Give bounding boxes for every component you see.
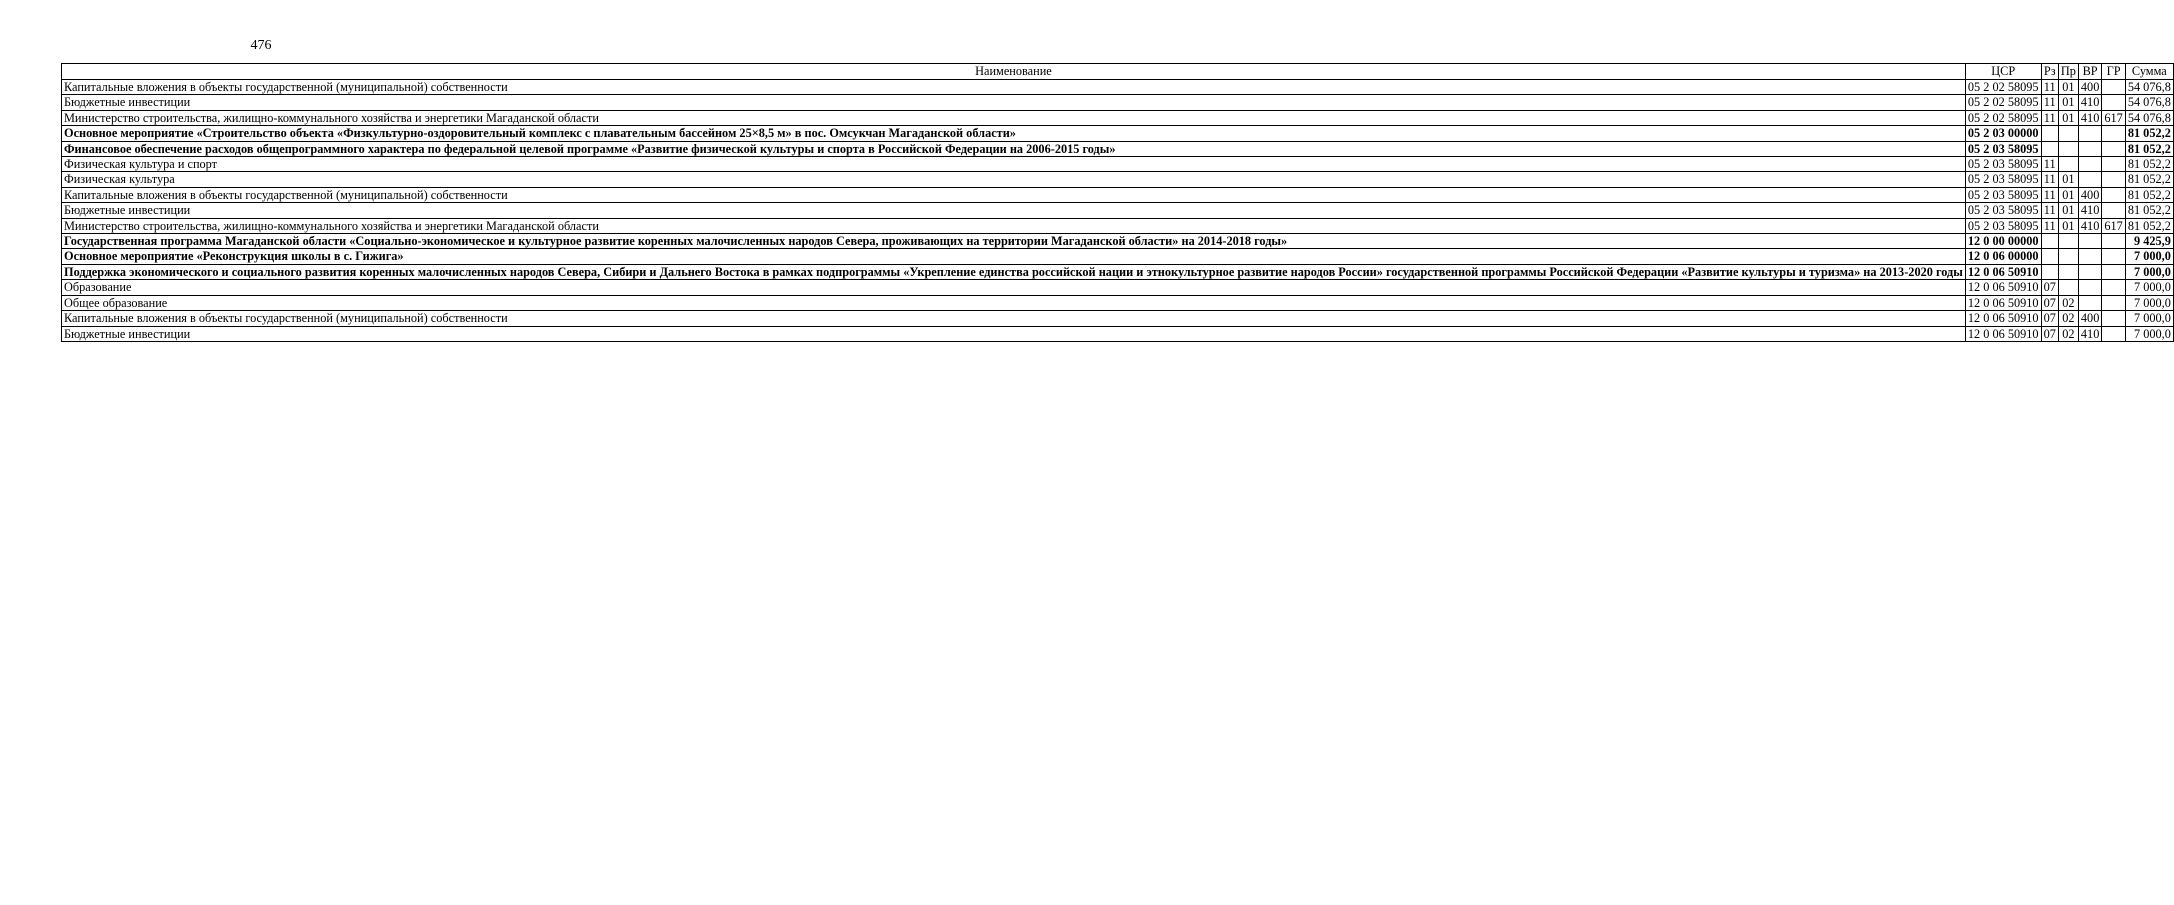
row-csr: 12 0 06 50910	[1965, 311, 2041, 326]
row-name: Капитальные вложения в объекты государственной (муниципальной) собственности	[62, 187, 1966, 202]
table-row	[62, 126, 2174, 141]
row-rz	[2041, 141, 2058, 156]
row-gr: 617	[2102, 218, 2125, 233]
row-gr: 617	[2102, 110, 2125, 125]
row-pr	[2058, 249, 2078, 264]
row-pr	[2058, 264, 2078, 279]
table-row	[62, 187, 2174, 202]
row-pr	[2058, 280, 2078, 295]
row-name: Государственная программа Магаданской области «Социально-экономическое и культурное развитие коренных малочисленных народов Севера, проживающих на территории Магаданской области» на 2014-2018 годы»	[62, 234, 1966, 249]
table-row	[62, 295, 2174, 310]
row-name: Министерство строительства, жилищно-коммунального хозяйства и энергетики Магаданской области	[62, 110, 1966, 125]
row-pr	[2058, 126, 2078, 141]
row-sum: 7 000,0	[2125, 311, 2173, 326]
row-vr	[2078, 126, 2101, 141]
row-vr	[2078, 280, 2101, 295]
row-sum: 7 000,0	[2125, 264, 2173, 279]
row-sum: 81 052,2	[2125, 172, 2173, 187]
row-vr	[2078, 295, 2101, 310]
row-csr: 05 2 02 58095	[1965, 95, 2041, 110]
row-name: Капитальные вложения в объекты государственной (муниципальной) собственности	[62, 311, 1966, 326]
row-name: Основное мероприятие «Реконструкция школы в с. Гижига»	[62, 249, 1966, 264]
row-vr	[2078, 249, 2101, 264]
row-pr: 01	[2058, 95, 2078, 110]
row-gr	[2102, 95, 2125, 110]
row-gr	[2102, 295, 2125, 310]
row-sum: 81 052,2	[2125, 203, 2173, 218]
row-vr	[2078, 234, 2101, 249]
row-pr: 01	[2058, 218, 2078, 233]
row-sum: 81 052,2	[2125, 157, 2173, 172]
table-row	[62, 110, 2174, 125]
table-header-row	[62, 64, 2174, 80]
row-name: Поддержка экономического и социального развития коренных малочисленных народов Севера, Сибири и Дальнего Востока в рамках подпрограммы «Укрепление единства российской нации и этнокультурное развитие народов России» государственной программы Российской Федерации «Развитие культуры и туризма» на 2013-2020 годы	[62, 264, 1966, 279]
row-rz	[2041, 126, 2058, 141]
row-vr: 410	[2078, 203, 2101, 218]
row-csr: 05 2 03 58095	[1965, 172, 2041, 187]
header-sum: Сумма	[2125, 64, 2173, 80]
row-rz: 11	[2041, 172, 2058, 187]
table-row	[62, 203, 2174, 218]
budget-table	[61, 63, 2174, 342]
row-sum: 7 000,0	[2125, 326, 2173, 341]
row-rz: 11	[2041, 187, 2058, 202]
row-pr	[2058, 157, 2078, 172]
table-row	[62, 80, 2174, 95]
row-pr: 01	[2058, 80, 2078, 95]
row-csr: 05 2 02 58095	[1965, 110, 2041, 125]
row-csr: 12 0 00 00000	[1965, 234, 2041, 249]
row-rz: 11	[2041, 157, 2058, 172]
row-gr	[2102, 187, 2125, 202]
row-rz	[2041, 249, 2058, 264]
row-name: Министерство строительства, жилищно-коммунального хозяйства и энергетики Магаданской области	[62, 218, 1966, 233]
row-rz: 07	[2041, 326, 2058, 341]
row-pr: 01	[2058, 203, 2078, 218]
table-row	[62, 218, 2174, 233]
row-pr: 01	[2058, 172, 2078, 187]
row-name: Основное мероприятие «Строительство объекта «Физкультурно-оздоровительный комплекс с плавательным бассейном 25×8,5 м» в пос. Омсукчан Магаданской области»	[62, 126, 1966, 141]
row-name: Капитальные вложения в объекты государственной (муниципальной) собственности	[62, 80, 1966, 95]
row-sum: 7 000,0	[2125, 249, 2173, 264]
table-row	[62, 157, 2174, 172]
header-pr: Пр	[2058, 64, 2078, 80]
row-sum: 7 000,0	[2125, 280, 2173, 295]
row-gr	[2102, 203, 2125, 218]
row-csr: 05 2 03 58095	[1965, 157, 2041, 172]
row-vr	[2078, 141, 2101, 156]
row-rz: 07	[2041, 311, 2058, 326]
row-name: Финансовое обеспечение расходов общепрограммного характера по федеральной целевой программе «Развитие физической культуры и спорта в Российской Федерации на 2006-2015 годы»	[62, 141, 1966, 156]
row-sum: 81 052,2	[2125, 141, 2173, 156]
header-name: Наименование	[62, 64, 1966, 80]
header-vr: ВР	[2078, 64, 2101, 80]
row-csr: 05 2 03 58095	[1965, 187, 2041, 202]
row-pr	[2058, 141, 2078, 156]
row-rz	[2041, 234, 2058, 249]
row-vr: 410	[2078, 218, 2101, 233]
row-vr	[2078, 172, 2101, 187]
row-rz: 11	[2041, 80, 2058, 95]
row-vr: 410	[2078, 326, 2101, 341]
table-row	[62, 311, 2174, 326]
row-gr	[2102, 141, 2125, 156]
table-row	[62, 95, 2174, 110]
row-rz: 07	[2041, 295, 2058, 310]
row-name: Бюджетные инвестиции	[62, 326, 1966, 341]
row-pr: 02	[2058, 311, 2078, 326]
row-vr: 400	[2078, 187, 2101, 202]
row-sum: 81 052,2	[2125, 218, 2173, 233]
row-name: Общее образование	[62, 295, 1966, 310]
row-pr: 02	[2058, 295, 2078, 310]
row-csr: 12 0 06 50910	[1965, 295, 2041, 310]
row-vr: 410	[2078, 95, 2101, 110]
row-csr: 05 2 03 58095	[1965, 203, 2041, 218]
row-gr	[2102, 311, 2125, 326]
row-name: Образование	[62, 280, 1966, 295]
row-rz: 11	[2041, 203, 2058, 218]
row-gr	[2102, 157, 2125, 172]
row-csr: 05 2 03 58095	[1965, 218, 2041, 233]
header-gr: ГР	[2102, 64, 2125, 80]
row-csr: 12 0 06 50910	[1965, 326, 2041, 341]
row-pr: 02	[2058, 326, 2078, 341]
row-csr: 12 0 06 50910	[1965, 264, 2041, 279]
row-gr	[2102, 80, 2125, 95]
row-csr: 05 2 03 58095	[1965, 141, 2041, 156]
row-gr	[2102, 249, 2125, 264]
row-rz: 11	[2041, 110, 2058, 125]
row-sum: 54 076,8	[2125, 110, 2173, 125]
row-csr: 05 2 03 00000	[1965, 126, 2041, 141]
header-csr: ЦСР	[1965, 64, 2041, 80]
row-sum: 81 052,2	[2125, 126, 2173, 141]
row-sum: 81 052,2	[2125, 187, 2173, 202]
page-number: 476	[250, 38, 272, 53]
header-rz: Рз	[2041, 64, 2058, 80]
table-row	[62, 172, 2174, 187]
row-pr: 01	[2058, 187, 2078, 202]
row-sum: 54 076,8	[2125, 95, 2173, 110]
table-row	[62, 264, 2174, 279]
row-sum: 9 425,9	[2125, 234, 2173, 249]
row-vr	[2078, 264, 2101, 279]
row-rz: 11	[2041, 95, 2058, 110]
row-gr	[2102, 172, 2125, 187]
table-row	[62, 249, 2174, 264]
row-vr	[2078, 157, 2101, 172]
row-gr	[2102, 264, 2125, 279]
row-rz: 11	[2041, 218, 2058, 233]
table-row	[62, 141, 2174, 156]
row-csr: 05 2 02 58095	[1965, 80, 2041, 95]
row-gr	[2102, 280, 2125, 295]
row-gr	[2102, 234, 2125, 249]
row-csr: 12 0 06 50910	[1965, 280, 2041, 295]
row-name: Физическая культура и спорт	[62, 157, 1966, 172]
row-name: Бюджетные инвестиции	[62, 95, 1966, 110]
row-name: Бюджетные инвестиции	[62, 203, 1966, 218]
row-pr: 01	[2058, 110, 2078, 125]
row-gr	[2102, 126, 2125, 141]
row-csr: 12 0 06 00000	[1965, 249, 2041, 264]
row-rz	[2041, 264, 2058, 279]
table-row	[62, 234, 2174, 249]
table-row	[62, 280, 2174, 295]
row-name: Физическая культура	[62, 172, 1966, 187]
row-pr	[2058, 234, 2078, 249]
row-vr: 410	[2078, 110, 2101, 125]
table-row	[62, 326, 2174, 341]
row-vr: 400	[2078, 80, 2101, 95]
row-vr: 400	[2078, 311, 2101, 326]
row-sum: 7 000,0	[2125, 295, 2173, 310]
row-sum: 54 076,8	[2125, 80, 2173, 95]
row-gr	[2102, 326, 2125, 341]
row-rz: 07	[2041, 280, 2058, 295]
